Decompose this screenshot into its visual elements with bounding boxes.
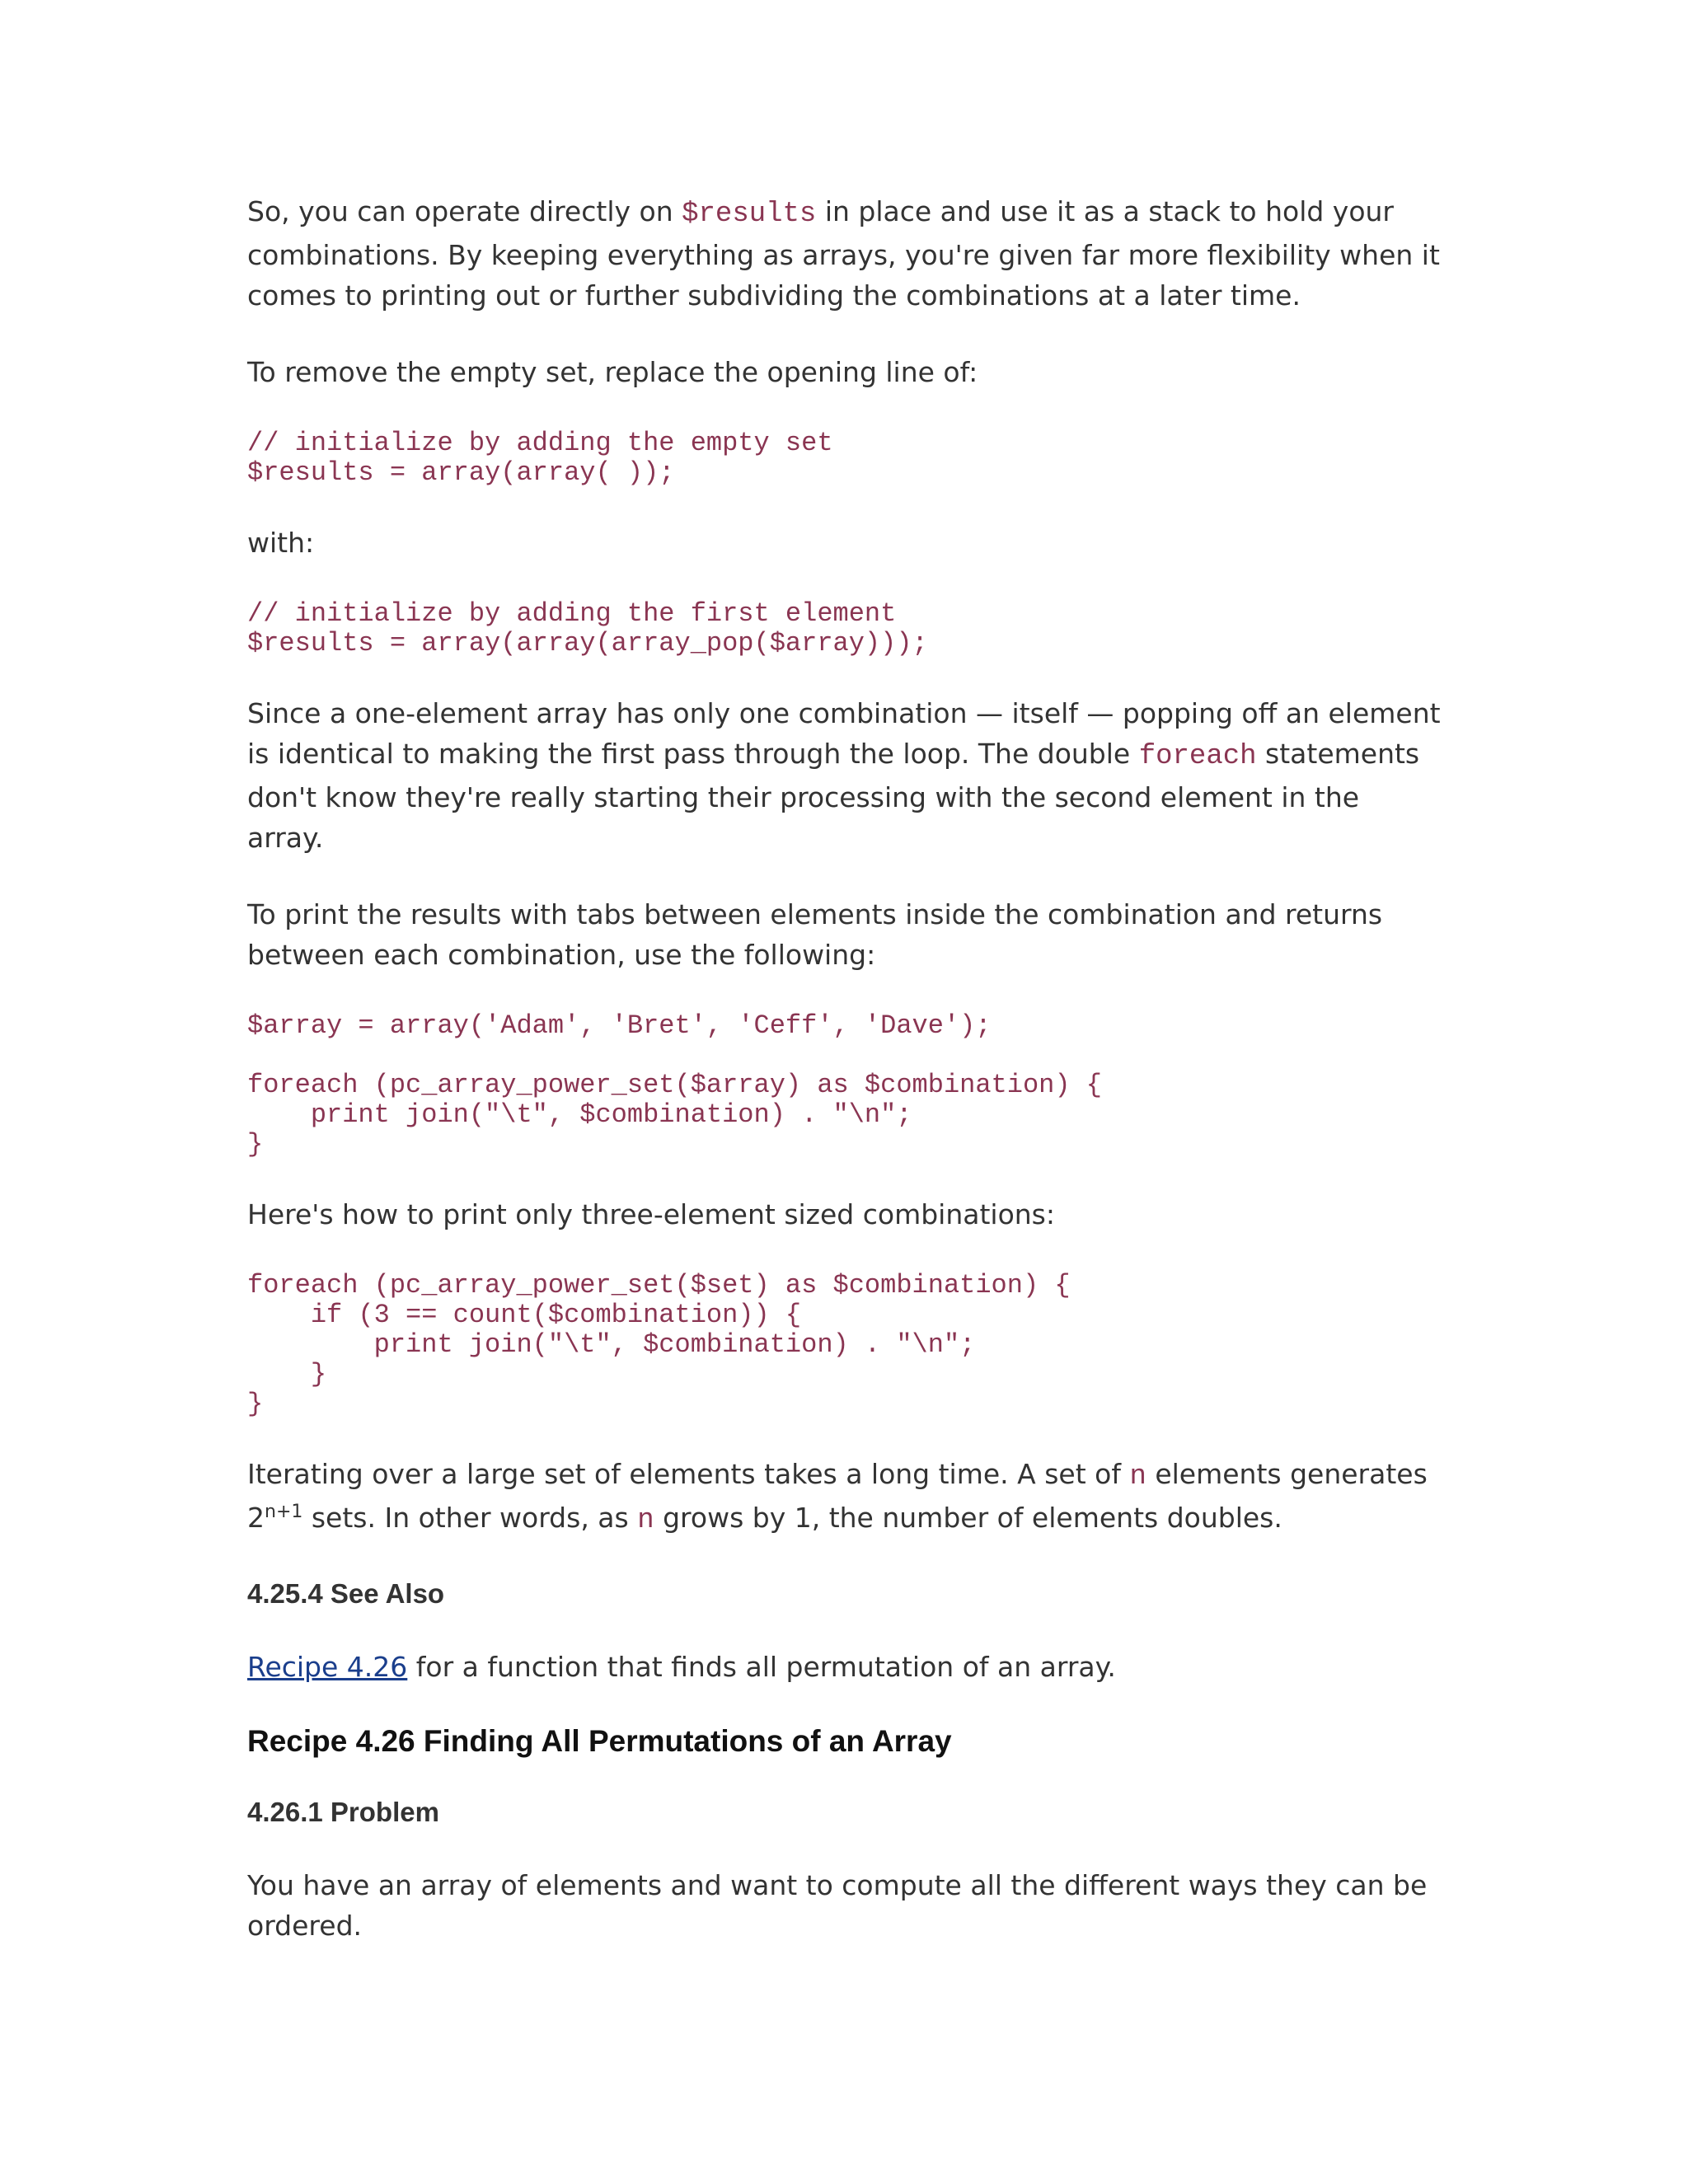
document-page [247, 191, 1442, 1946]
paragraph-three-element: Here's how to print only three-element sized combinations: [247, 1198, 1055, 1230]
inline-code-n: n [1129, 1461, 1146, 1493]
code-block-three-element: foreach (pc_array_power_set($set) as $combination) { if (3 == count($combination)) { print join("\t", $combination) . "\n"; } } [247, 1270, 1071, 1419]
paragraph-see-also: Recipe 4.26 for a function that finds all permutation of an array. [247, 1651, 1116, 1683]
paragraph-iterating: Iterating over a large set of elements takes a long time. A set of n elements generates $2^{n+1}$ sets. In other words, as n grows by 1, the number of elements doubles. [247, 1458, 1428, 1536]
paragraph-problem: You have an array of elements and want to compute all the different ways they can be ordered. [247, 1869, 1428, 1942]
superscript-exponent: n+1 [265, 1502, 303, 1522]
paragraph-print-tabs: To print the results with tabs between elements inside the combination and returns between each combination, use the following: [247, 898, 1383, 971]
heading-see-also: 4.25.4 See Also [247, 1578, 445, 1609]
recipe-title: Recipe 4.26 Finding All Permutations of an Array [247, 1724, 952, 1758]
paragraph-one-element-array: Since a one-element array has only one combination — itself — popping off an element is identical to making the first pass through the loop. The double foreach statements don't know they're really starting their processing with the second element in the array. [247, 697, 1441, 854]
inline-code-results: $results [682, 199, 817, 230]
code-block-print-results: $array = array('Adam', 'Bret', 'Ceff', 'Dave'); foreach (pc_array_power_set($array) as $combination) { print join("\t", $combination) . "\n"; } [247, 1010, 1102, 1160]
paragraph-remove-empty-set: To remove the empty set, replace the opening line of: [247, 356, 978, 388]
paragraph-with: with: [247, 527, 315, 559]
heading-problem: 4.26.1 Problem [247, 1797, 439, 1827]
code-block-empty-set: // initialize by adding the empty set $results = array(array( )); [247, 428, 833, 488]
code-block-first-element: // initialize by adding the first element $results = array(array(array_pop($array))); [247, 598, 928, 658]
inline-code-n-2: n [637, 1505, 654, 1536]
inline-code-foreach: foreach [1138, 741, 1257, 772]
paragraph-results-stack: So, you can operate directly on $results in place and use it as a stack to hold your combinations. By keeping everything as arrays, you're given far more flexibility when it comes to printing out or further subdividing the combinations at a later time. [247, 195, 1440, 312]
recipe-link[interactable]: Recipe 4.26 [247, 1651, 408, 1683]
